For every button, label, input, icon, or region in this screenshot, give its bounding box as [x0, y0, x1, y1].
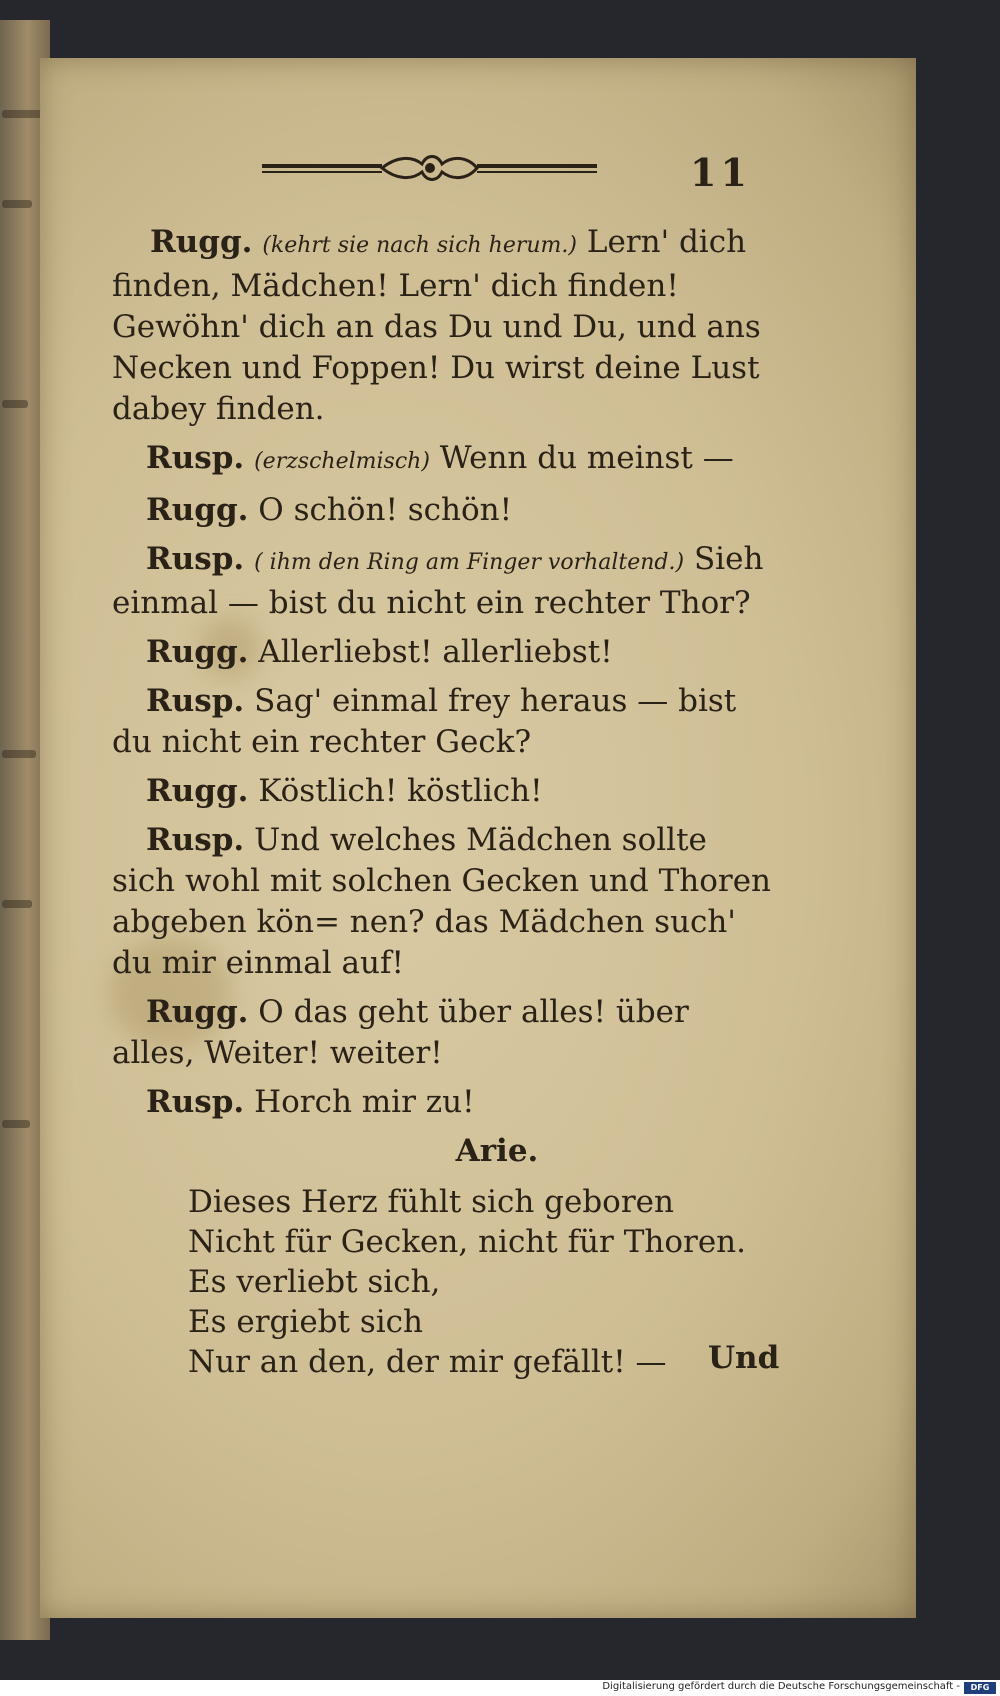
aria-title: Arie.	[455, 1133, 539, 1169]
stage-direction: ( ihm den Ring am Finger vorhaltend.)	[254, 550, 685, 575]
dialogue-text: Sieh einmal — bist du nicht ein rechter Thor?	[112, 541, 764, 621]
dialogue-paragraph	[112, 490, 772, 531]
speaker-name: Rugg.	[146, 773, 249, 809]
speaker-name: Rusp.	[146, 440, 245, 476]
dialogue-paragraph	[112, 438, 772, 482]
verse-line: Nur an den, der mir gefällt! —	[188, 1344, 667, 1380]
dialogue-paragraph	[112, 222, 772, 430]
page-text	[112, 222, 772, 1382]
facing-page-mark	[2, 200, 32, 208]
dialogue-text: Lern' dich finden, Mädchen! Lern' dich finden! Gewöhn' dich an das Du und Du, und ans Necken und Foppen! Du wirst deine Lust dabey finden.	[112, 224, 761, 427]
facing-page-mark	[2, 750, 36, 758]
facing-page-mark	[2, 1120, 30, 1128]
funding-credit: Digitalisierung gefördert durch die Deutsche Forschungsgemeinschaft -	[602, 1681, 960, 1692]
dialogue-text: O schön! schön!	[248, 492, 513, 528]
page-number: 11	[690, 150, 751, 195]
dialogue-paragraph	[112, 681, 772, 763]
speaker-name: Rugg.	[150, 224, 253, 260]
speaker-name: Rugg.	[146, 492, 249, 528]
dialogue-paragraph	[112, 992, 772, 1074]
dialogue-text: Köstlich! köstlich!	[248, 773, 543, 809]
dialogue-text: Sag' einmal frey heraus — bist du nicht ein rechter Geck?	[112, 683, 737, 760]
dialogue-paragraph	[112, 632, 772, 673]
dialogue-paragraph	[112, 539, 772, 624]
dialogue-text: O das geht über alles! über alles, Weiter! weiter!	[112, 994, 689, 1071]
facing-page-mark	[2, 400, 28, 408]
dialogue-text: Horch mir zu!	[244, 1084, 475, 1120]
dialogue-text: Wenn du meinst —	[429, 440, 734, 476]
stage-direction: (erzschelmisch)	[254, 449, 430, 474]
catchword: Und	[708, 1340, 780, 1376]
aria-verse	[188, 1182, 772, 1382]
verse-line: Es verliebt sich,	[188, 1264, 441, 1300]
dialogue-paragraph	[112, 820, 772, 984]
speaker-name: Rugg.	[146, 994, 249, 1030]
dialogue-text: Und welches Mädchen sollte sich wohl mit solchen Gecken und Thoren abgeben kön= nen? das Mädchen such' du mir einmal auf!	[112, 822, 772, 981]
dialogue-text: Allerliebst! allerliebst!	[248, 634, 613, 670]
dfg-logo: DFG	[964, 1682, 996, 1694]
speaker-name: Rugg.	[146, 634, 249, 670]
speaker-name: Rusp.	[146, 822, 245, 858]
ornament-rule	[262, 150, 597, 190]
facing-page-mark	[2, 900, 32, 908]
speaker-name: Rusp.	[146, 1084, 245, 1120]
dialogue-paragraph	[112, 1082, 772, 1123]
speaker-name: Rusp.	[146, 683, 245, 719]
dialogue-paragraph	[112, 771, 772, 812]
verse-line: Dieses Herz fühlt sich geboren	[188, 1184, 674, 1220]
stage-direction: (kehrt sie nach sich herum.)	[262, 233, 577, 258]
verse-line: Es ergiebt sich	[188, 1304, 423, 1340]
speaker-name: Rusp.	[146, 541, 245, 577]
verse-line: Nicht für Gecken, nicht für Thoren.	[188, 1224, 746, 1260]
facing-page-mark	[2, 110, 42, 118]
digitization-footer	[0, 1680, 1000, 1696]
